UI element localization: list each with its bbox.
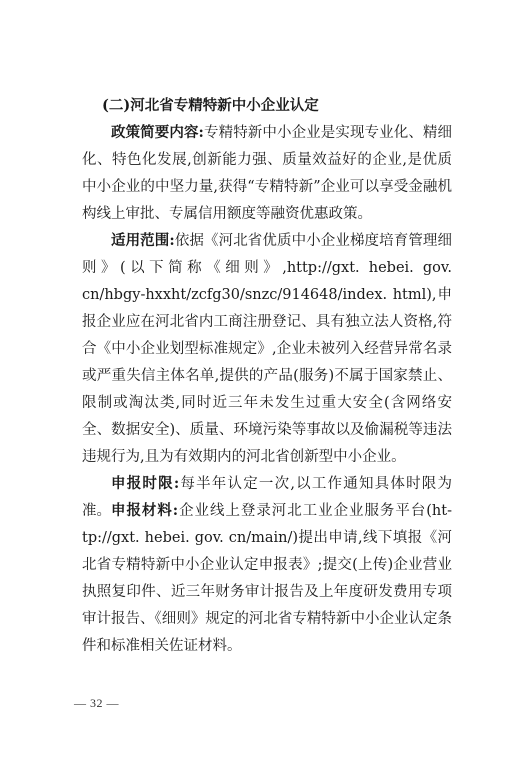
policy-summary-label: 政策简要内容: — [111, 124, 204, 141]
scope-paragraph — [82, 227, 452, 471]
scope-label: 适用范围: — [111, 232, 175, 249]
policy-summary-paragraph — [82, 119, 452, 228]
deadline-label: 申报时限: — [111, 475, 180, 492]
policy-summary-text: 专精特新中小企业是实现专业化、精细化、特色化发展,创新能力强、质量效益好的企业,是优质中小企业的中坚力量,获得“专精特新”企业可以享受金融机构线上审批、专属信用额度等融资优惠政策。 — [82, 125, 453, 222]
materials-label: 申报材料: — [111, 502, 179, 519]
materials-text: 企业线上登录河北工业企业服务平台(ht-tp://gxt. hebei. gov. cn/main/)提出申请,线下填报《河北省专精特新中小企业认定申报表》;提交(上传)企业营业执照复印件、近三年财务审计报告及上年度研发费用专项审计报告、《细则》规定的河北省专精特新中小企业认定条件和标准相关佐证材料。 — [82, 503, 452, 654]
materials-paragraph — [82, 497, 452, 660]
scope-text: 依据《河北省优质中小企业梯度培育管理细则》(以下简称《细则》,http://gxt. hebei. gov. cn/hbgy-hxxht/zcfg30/snzc/914648/index. html),申报企业应在河北省内工商注册登记、具有独立法人资格,符合《中小企业划型标准规定》,企业未被列入经营异常名录或严重失信主体名单,提供的产品(服务)不属于国家禁止、限制或淘汰类,同时近三年未发生过重大安全(含网络安全、数据安全)、质量、环境污染等事故以及偷漏税等违法违规行为,且为有效期内的河北省创新型中小企业。 — [82, 233, 453, 465]
page-number: — 32 — — [74, 696, 119, 710]
deadline-text: 每半年认定一次,以工作通知具体时限为准。 — [82, 476, 453, 519]
section-heading: (二)河北省专精特新中小企业认定 — [102, 97, 319, 114]
